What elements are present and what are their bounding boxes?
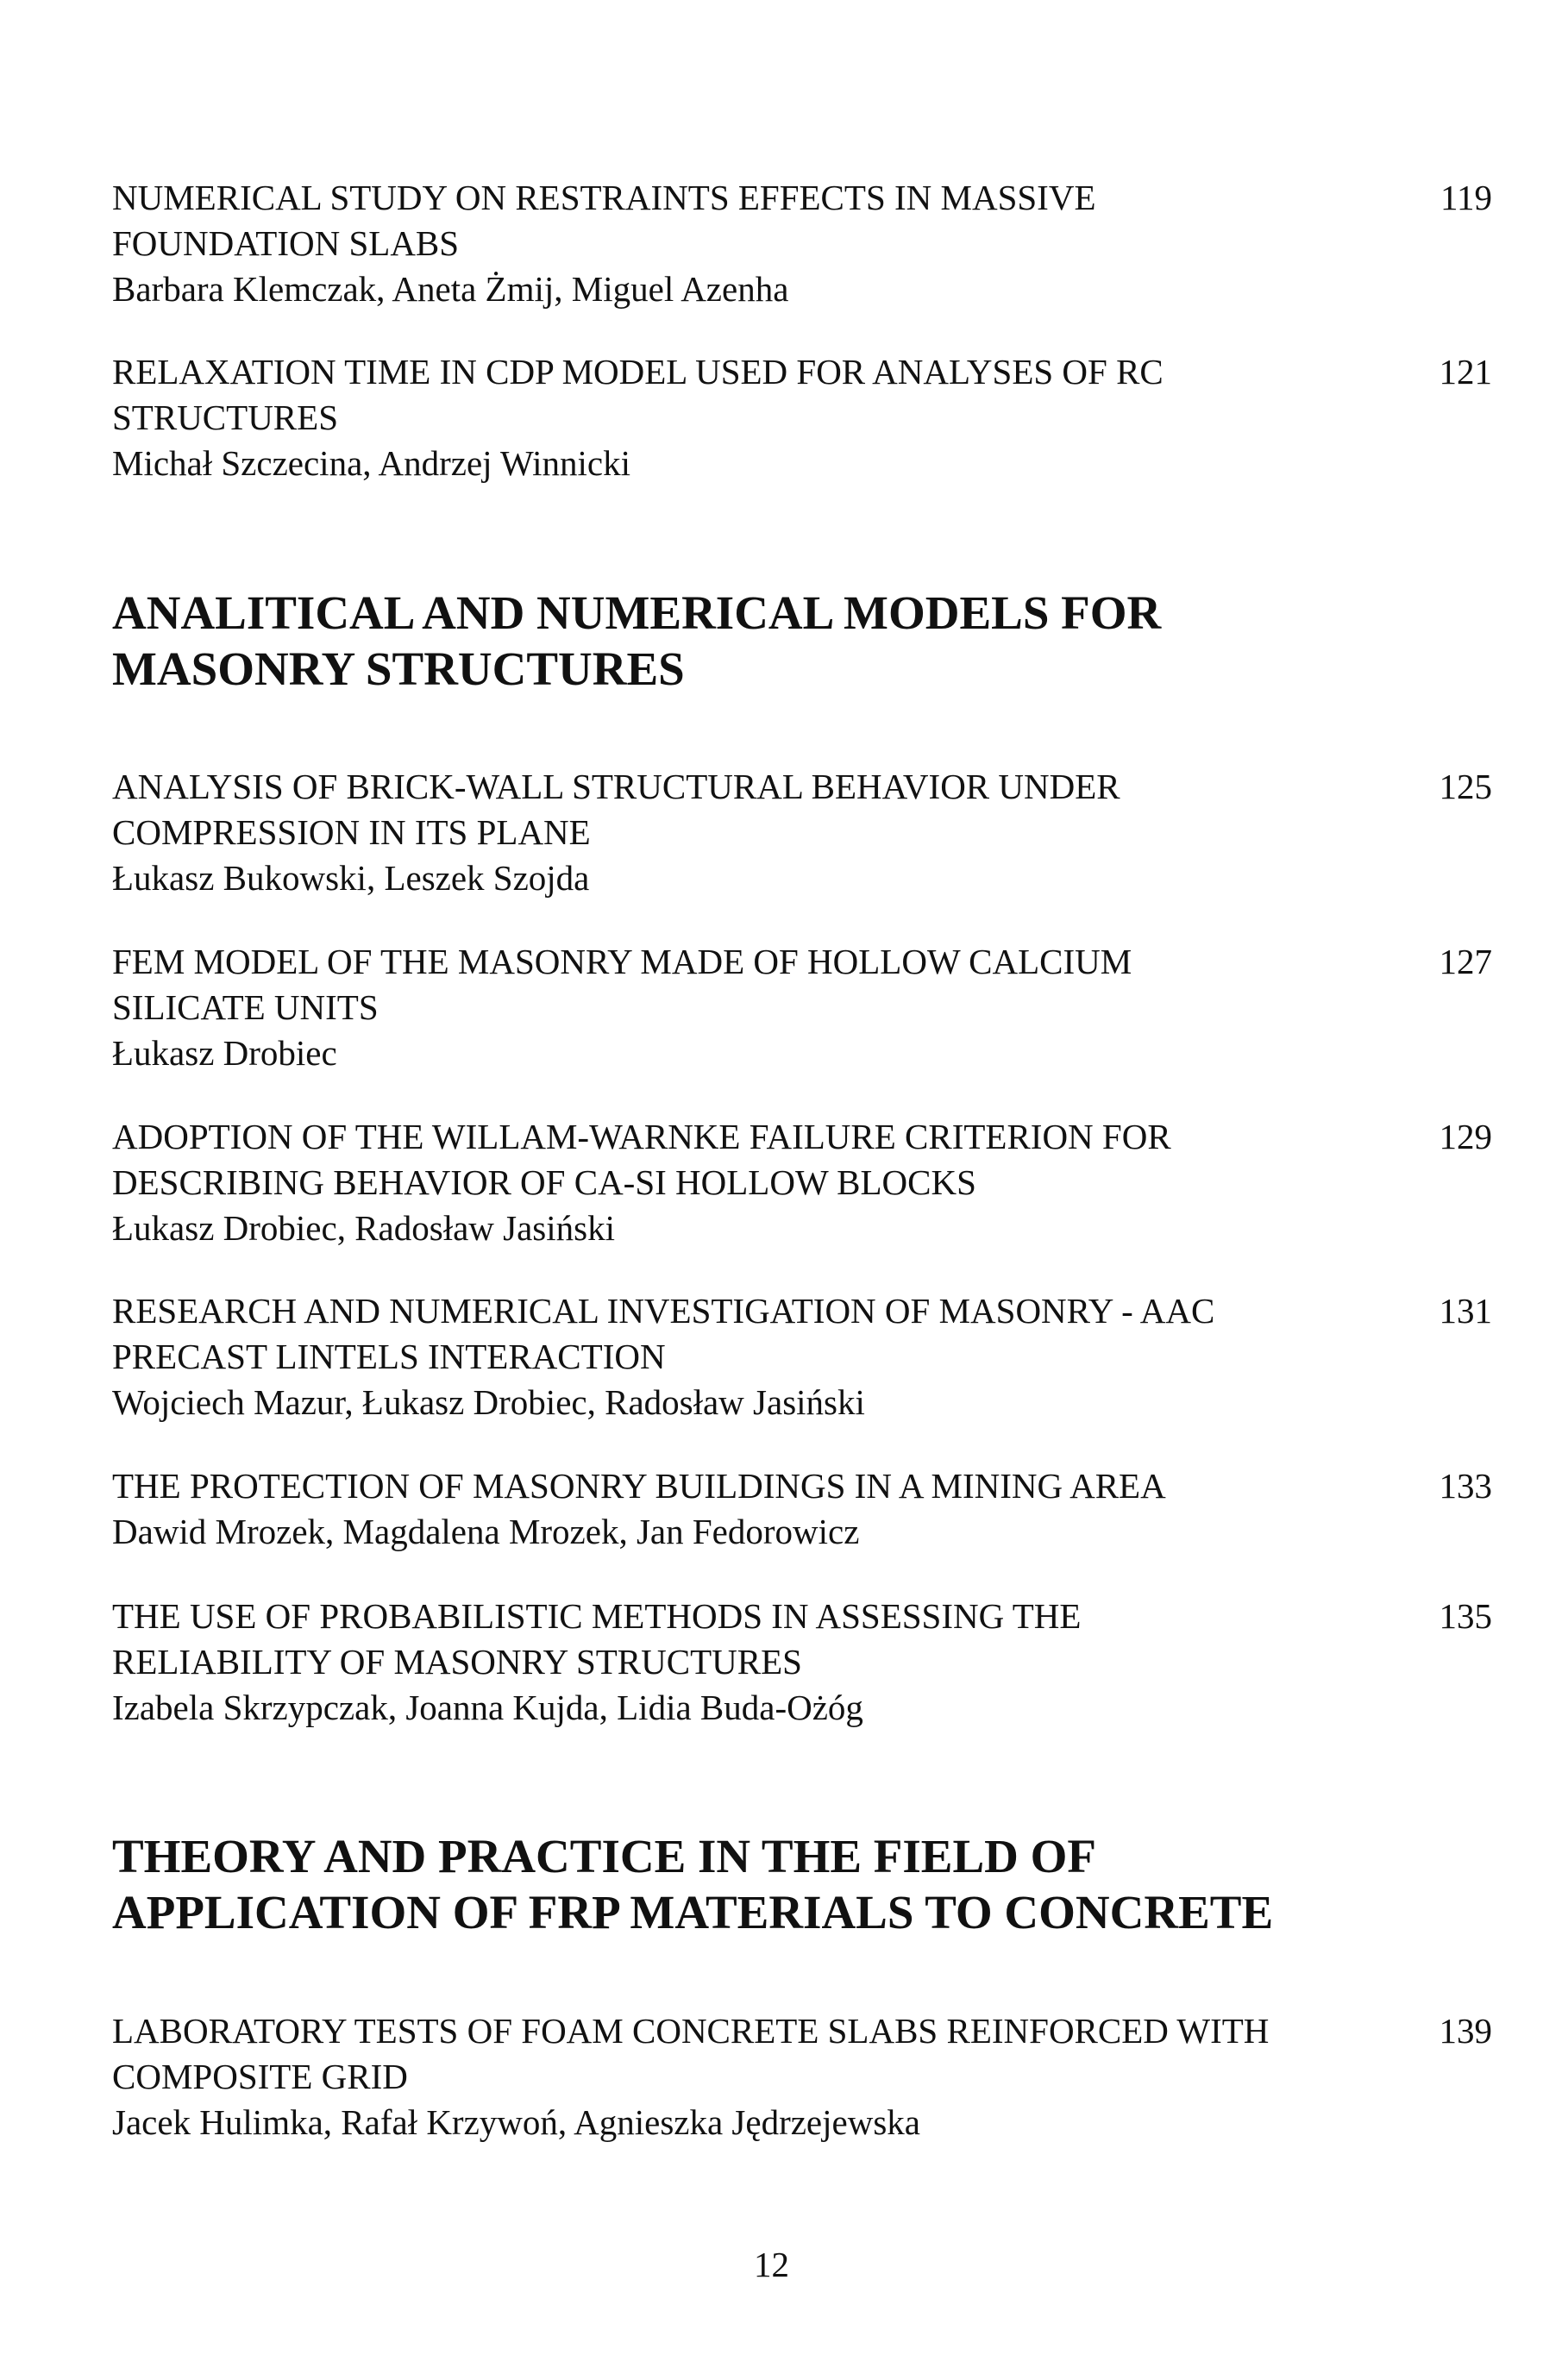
toc-entry [112, 939, 1492, 1076]
entry-authors: Jacek Hulimka, Rafał Krzywoń, Agnieszka Jędrzejewska [112, 2102, 920, 2142]
entry-page-number: 125 [1439, 767, 1492, 806]
entry-page-number: 127 [1439, 942, 1492, 981]
entry-authors: Dawid Mrozek, Magdalena Mrozek, Jan Fedorowicz [112, 1512, 860, 1551]
entry-title: THE PROTECTION OF MASONRY BUILDINGS IN A MINING AREA [112, 1466, 1166, 1506]
entry-page-number: 133 [1439, 1466, 1492, 1506]
entry-page-number: 139 [1439, 2011, 1492, 2051]
entry-title: FEM MODEL OF THE MASONRY MADE OF HOLLOW CALCIUM SILICATE UNITS [112, 942, 1132, 1027]
entry-page-number: 121 [1439, 352, 1492, 391]
entry-authors: Izabela Skrzypczak, Joanna Kujda, Lidia Buda-Ożóg [112, 1688, 863, 1727]
entry-page-number: 119 [1440, 178, 1492, 217]
entry-page-number: 135 [1439, 1596, 1492, 1636]
entry-authors: Wojciech Mazur, Łukasz Drobiec, Radosław Jasiński [112, 1382, 865, 1422]
section-heading-frp: THEORY AND PRACTICE IN THE FIELD OF APPLICATION OF FRP MATERIALS TO CONCRETE [112, 1830, 1274, 1938]
entry-title: LABORATORY TESTS OF FOAM CONCRETE SLABS REINFORCED WITH COMPOSITE GRID [112, 2011, 1270, 2096]
entry-authors: Łukasz Bukowski, Leszek Szojda [112, 858, 590, 898]
toc-entry [112, 175, 1492, 312]
entry-title: ADOPTION OF THE WILLAM-WARNKE FAILURE CRITERION FOR DESCRIBING BEHAVIOR OF CA-SI HOLLOW BLOCKS [112, 1117, 1171, 1202]
entry-title: NUMERICAL STUDY ON RESTRAINTS EFFECTS IN MASSIVE FOUNDATION SLABS [112, 178, 1096, 263]
entry-page-number: 129 [1439, 1117, 1492, 1156]
entry-authors: Barbara Klemczak, Aneta Żmij, Miguel Azenha [112, 269, 789, 309]
toc-entry [112, 2008, 1492, 2145]
toc-entry [112, 1288, 1492, 1425]
entry-authors: Łukasz Drobiec, Radosław Jasiński [112, 1208, 615, 1248]
toc-entry [112, 1114, 1492, 1251]
entry-title: THE USE OF PROBABILISTIC METHODS IN ASSESSING THE RELIABILITY OF MASONRY STRUCTURES [112, 1596, 1082, 1682]
entry-title: ANALYSIS OF BRICK-WALL STRUCTURAL BEHAVIOR UNDER COMPRESSION IN ITS PLANE [112, 767, 1120, 852]
section-heading-masonry: ANALITICAL AND NUMERICAL MODELS FOR MASONRY STRUCTURES [112, 586, 1162, 695]
toc-entry [112, 1594, 1492, 1731]
page-number: 12 [754, 2245, 789, 2284]
toc-entry [112, 764, 1492, 901]
toc-entry [112, 1463, 1492, 1555]
entry-title: RESEARCH AND NUMERICAL INVESTIGATION OF MASONRY - AAC PRECAST LINTELS INTERACTION [112, 1291, 1215, 1376]
entry-title: RELAXATION TIME IN CDP MODEL USED FOR ANALYSES OF RC STRUCTURES [112, 352, 1164, 437]
entry-authors: Łukasz Drobiec [112, 1033, 337, 1073]
toc-entry [112, 349, 1492, 486]
entry-authors: Michał Szczecina, Andrzej Winnicki [112, 443, 630, 483]
entry-page-number: 131 [1439, 1291, 1492, 1331]
